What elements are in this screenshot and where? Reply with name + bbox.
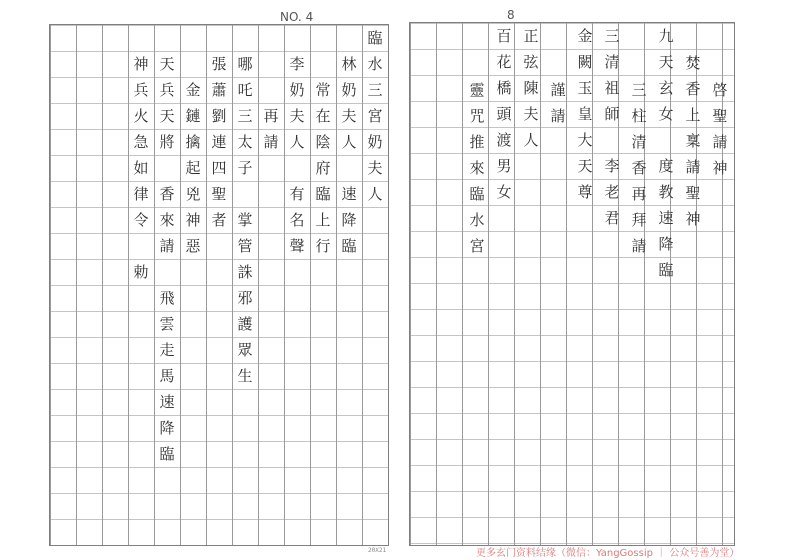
handwritten-char: 女 [658, 105, 674, 123]
handwritten-char [154, 155, 180, 181]
handwritten-char: 來 [159, 211, 175, 229]
handwritten-char: 尊 [577, 183, 593, 201]
left-page-column [128, 51, 154, 285]
handwritten-char: 蕭 [211, 81, 227, 99]
handwritten-char: 夫 [289, 107, 305, 125]
handwritten-char: 火 [133, 107, 149, 125]
handwritten-char: 人 [367, 185, 383, 203]
handwritten-char: 在 [315, 107, 331, 125]
right-page-column [680, 50, 706, 232]
handwritten-char: 請 [263, 133, 279, 151]
handwritten-char: 三 [631, 81, 647, 99]
left-page-column [362, 25, 388, 207]
handwritten-char: 渡 [496, 131, 512, 149]
handwritten-char: 聖 [712, 107, 728, 125]
handwritten-char: 天 [159, 55, 175, 73]
left-page-number: NO. 4 [280, 10, 314, 24]
handwritten-char: 金 [577, 27, 593, 45]
handwritten-char: 太 [237, 133, 253, 151]
handwritten-char: 連 [211, 133, 227, 151]
handwritten-char: 馬 [159, 367, 175, 385]
handwritten-char: 速 [341, 185, 357, 203]
handwritten-char: 弦 [523, 53, 539, 71]
handwritten-char: 香 [159, 185, 175, 203]
handwritten-char: 臨 [341, 237, 357, 255]
handwritten-char: 金 [185, 81, 201, 99]
right-manuscript-grid [409, 22, 735, 546]
handwritten-char: 三 [367, 81, 383, 99]
handwritten-char: 聖 [685, 184, 701, 202]
handwritten-char: 宮 [469, 237, 485, 255]
handwritten-char: 柱 [631, 107, 647, 125]
handwritten-char: 飛 [159, 289, 175, 307]
handwritten-char: 律 [133, 185, 149, 203]
handwritten-char: 九 [658, 27, 674, 45]
right-page-column [545, 77, 571, 129]
handwritten-char: 夫 [523, 105, 539, 123]
handwritten-char: 有 [289, 185, 305, 203]
handwritten-char: 掌 [237, 211, 253, 229]
handwritten-char: 咒 [469, 107, 485, 125]
right-page-column [707, 77, 733, 181]
handwritten-char: 常 [315, 81, 331, 99]
left-page-column [154, 51, 180, 467]
left-page-column [258, 103, 284, 155]
handwritten-char: 起 [185, 159, 201, 177]
handwritten-char [232, 181, 258, 207]
handwritten-char: 劉 [211, 107, 227, 125]
handwritten-char: 焚 [685, 54, 701, 72]
handwritten-char: 急 [133, 133, 149, 151]
handwritten-char [154, 259, 180, 285]
handwritten-char: 哪 [237, 55, 253, 73]
handwritten-char: 惡 [185, 237, 201, 255]
right-page-column [653, 23, 679, 283]
handwritten-char: 水 [469, 211, 485, 229]
handwritten-char: 玉 [577, 79, 593, 97]
handwritten-char: 推 [469, 133, 485, 151]
handwritten-char [653, 127, 679, 153]
handwritten-char: 百 [496, 27, 512, 45]
left-page-column [336, 51, 362, 259]
handwritten-char: 邪 [237, 289, 253, 307]
handwritten-char: 聖 [211, 185, 227, 203]
handwritten-char: 令 [133, 211, 149, 229]
handwritten-char: 神 [712, 159, 728, 177]
paper-stamp: 20X21 [368, 547, 387, 554]
handwritten-char: 君 [604, 209, 620, 227]
handwritten-char: 生 [237, 367, 253, 385]
handwritten-char: 來 [469, 159, 485, 177]
handwritten-char: 兇 [185, 185, 201, 203]
right-page-column [599, 23, 625, 231]
handwritten-char: 闕 [577, 53, 593, 71]
handwritten-char: 人 [341, 133, 357, 151]
right-page-column [491, 23, 517, 205]
handwritten-char [128, 233, 154, 259]
right-page-column [572, 23, 598, 205]
handwritten-char: 天 [159, 107, 175, 125]
left-page-column [180, 77, 206, 259]
handwritten-char: 花 [496, 53, 512, 71]
handwritten-char: 勅 [133, 263, 149, 281]
handwritten-char: 神 [185, 211, 201, 229]
handwritten-char: 奶 [289, 81, 305, 99]
handwritten-char: 臨 [469, 185, 485, 203]
handwritten-char: 奶 [341, 81, 357, 99]
handwritten-char: 降 [341, 211, 357, 229]
handwritten-char: 拜 [631, 211, 647, 229]
handwritten-char: 三 [237, 107, 253, 125]
handwritten-char: 香 [685, 80, 701, 98]
handwritten-char: 降 [658, 235, 674, 253]
handwritten-char: 者 [211, 211, 227, 229]
handwritten-char: 再 [263, 107, 279, 125]
handwritten-char: 擒 [185, 133, 201, 151]
left-manuscript-grid [49, 24, 389, 546]
handwritten-char: 橋 [496, 79, 512, 97]
handwritten-char: 府 [315, 159, 331, 177]
handwritten-char: 李 [604, 157, 620, 175]
handwritten-char [336, 155, 362, 181]
handwritten-char: 請 [159, 237, 175, 255]
handwritten-char: 教 [658, 183, 674, 201]
handwritten-char: 如 [133, 159, 149, 177]
handwritten-char: 清 [604, 53, 620, 71]
handwritten-char [284, 155, 310, 181]
handwritten-char: 大 [577, 131, 593, 149]
left-page-column [310, 77, 336, 259]
handwritten-char: 誅 [237, 263, 253, 281]
handwritten-char: 天 [577, 157, 593, 175]
handwritten-char: 皇 [577, 105, 593, 123]
handwritten-char: 啓 [712, 81, 728, 99]
handwritten-char: 速 [658, 209, 674, 227]
handwritten-char: 謹 [550, 81, 566, 99]
handwritten-char: 神 [133, 55, 149, 73]
handwritten-char: 奶 [367, 133, 383, 151]
handwritten-char: 眾 [237, 341, 253, 359]
handwritten-char: 陳 [523, 79, 539, 97]
handwritten-char: 走 [159, 341, 175, 359]
handwritten-char: 上 [315, 211, 331, 229]
handwritten-char: 再 [631, 185, 647, 203]
right-page-number: 8 [507, 8, 515, 22]
handwritten-char: 兵 [159, 81, 175, 99]
footer-watermark: 更多玄门资料结缘（微信：YangGossip ｜ 公众号善为堂） [476, 548, 740, 559]
handwritten-char: 正 [523, 27, 539, 45]
left-page-column [206, 51, 232, 233]
left-page-column [232, 51, 258, 389]
handwritten-char: 請 [712, 133, 728, 151]
handwritten-char: 稟 [685, 132, 701, 150]
handwritten-char: 請 [631, 237, 647, 255]
handwritten-char: 行 [315, 237, 331, 255]
handwritten-char: 香 [631, 159, 647, 177]
handwritten-char: 祖 [604, 79, 620, 97]
handwritten-char: 將 [159, 133, 175, 151]
handwritten-char: 林 [341, 55, 357, 73]
handwritten-char: 天 [658, 53, 674, 71]
handwritten-char: 水 [367, 55, 383, 73]
handwritten-char: 夫 [341, 107, 357, 125]
handwritten-char: 玄 [658, 79, 674, 97]
handwritten-char: 吒 [237, 81, 253, 99]
right-page-column [626, 77, 652, 259]
handwritten-char: 子 [237, 159, 253, 177]
handwritten-char: 夫 [367, 159, 383, 177]
handwritten-char: 陰 [315, 133, 331, 151]
left-page-column [284, 51, 310, 259]
handwritten-char: 人 [289, 133, 305, 151]
right-page-column [518, 23, 544, 153]
handwritten-char: 宮 [367, 107, 383, 125]
handwritten-char: 臨 [315, 185, 331, 203]
handwritten-char: 雲 [159, 315, 175, 333]
handwritten-char: 清 [631, 133, 647, 151]
handwritten-char: 張 [211, 55, 227, 73]
handwritten-char: 靈 [469, 81, 485, 99]
handwritten-char: 三 [604, 27, 620, 45]
handwritten-char: 老 [604, 183, 620, 201]
handwritten-char: 神 [685, 210, 701, 228]
handwritten-char: 名 [289, 211, 305, 229]
handwritten-char: 鏈 [185, 107, 201, 125]
handwritten-char: 兵 [133, 81, 149, 99]
handwritten-char: 臨 [658, 261, 674, 279]
handwritten-char: 降 [159, 419, 175, 437]
handwritten-char: 四 [211, 159, 227, 177]
handwritten-char: 人 [523, 131, 539, 149]
handwritten-char: 臨 [367, 29, 383, 47]
handwritten-char: 李 [289, 55, 305, 73]
handwritten-char: 頭 [496, 105, 512, 123]
handwritten-char: 臨 [159, 445, 175, 463]
handwritten-char: 速 [159, 393, 175, 411]
handwritten-char: 師 [604, 105, 620, 123]
handwritten-char: 度 [658, 157, 674, 175]
handwritten-char: 女 [496, 183, 512, 201]
handwritten-char: 管 [237, 237, 253, 255]
handwritten-char: 請 [685, 158, 701, 176]
handwritten-char: 上 [685, 106, 701, 124]
right-page-column [464, 77, 490, 259]
handwritten-char: 護 [237, 315, 253, 333]
handwritten-char [599, 127, 625, 153]
handwritten-char: 男 [496, 157, 512, 175]
handwritten-char: 請 [550, 107, 566, 125]
handwritten-char: 聲 [289, 237, 305, 255]
